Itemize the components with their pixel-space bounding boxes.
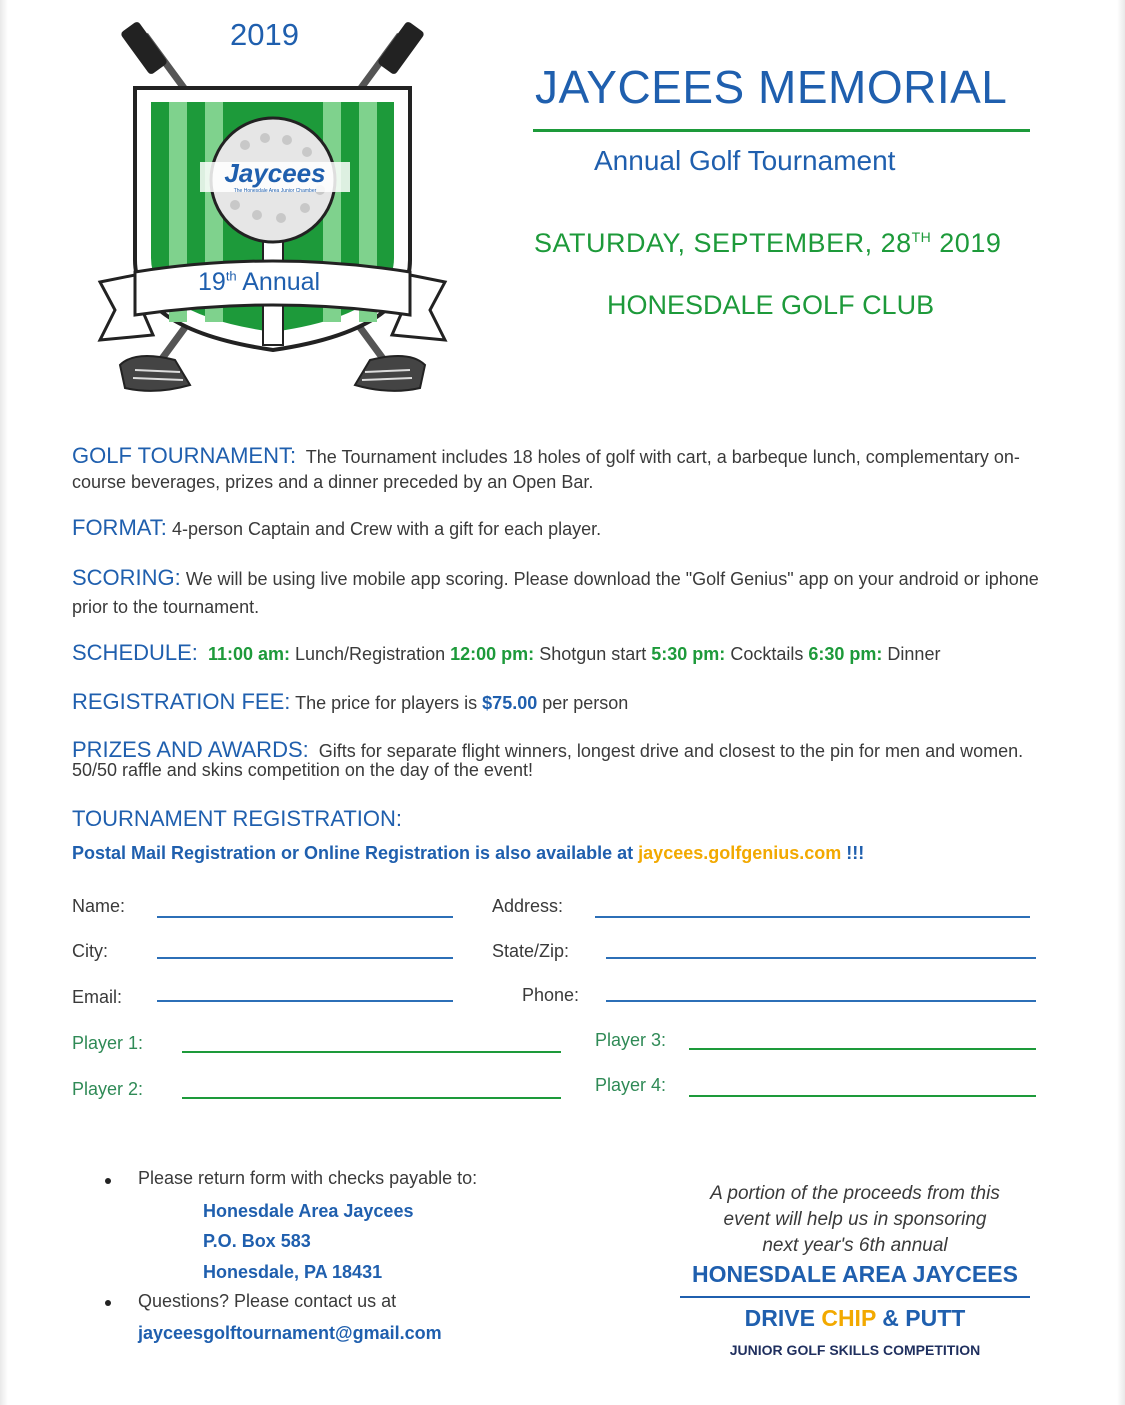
schedule-event-1: Lunch/Registration <box>295 644 446 664</box>
golf-tournament-section <box>72 443 1052 495</box>
registration-info-post: !!! <box>846 843 865 863</box>
promo-org-name: HONESDALE AREA JAYCEES <box>692 1261 1018 1287</box>
page-edge-right <box>1117 0 1125 1405</box>
name-label: Name: <box>72 896 126 916</box>
address-label: Address: <box>492 896 564 916</box>
event-venue: HONESDALE GOLF CLUB <box>607 290 935 320</box>
prizes-text: Gifts for separate flight winners, longest drive and closest to the pin for men and women. 50/50 raffle and skins competition on the day of the event! <box>72 741 1024 780</box>
schedule-time-4: 6:30 pm: <box>808 644 883 664</box>
scoring-label: SCORING: <box>72 565 181 590</box>
bullet-dot-2 <box>105 1300 111 1306</box>
promo-line-2: event will help us in sponsoring <box>723 1209 987 1230</box>
scoring-text: We will be using live mobile app scoring. Please download the "Golf Genius" app on your android or iphone prior to the tournament. <box>72 569 1039 617</box>
promo-line-1: A portion of the proceeds from this <box>710 1183 1000 1204</box>
mail-address-line-3: Honesdale, PA 18431 <box>203 1262 383 1282</box>
fee-section <box>72 689 1052 716</box>
statezip-field[interactable] <box>606 957 1036 959</box>
return-instruction: Please return form with checks payable to: <box>138 1168 478 1188</box>
phone-label: Phone: <box>522 985 580 1005</box>
bullet-dot-1 <box>105 1178 111 1184</box>
amp-symbol: & <box>882 1305 899 1331</box>
registration-info-text: Postal Mail Registration or Online Registration is also available at <box>72 843 634 863</box>
drive-word: DRIVE <box>744 1305 815 1331</box>
schedule-event-2: Shotgun start <box>539 644 647 664</box>
golf-tournament-label: GOLF TOURNAMENT: <box>72 443 297 468</box>
event-date <box>534 228 1001 259</box>
fee-amount: $75.00 <box>482 693 538 713</box>
schedule-time-2: 12:00 pm: <box>450 644 535 664</box>
tournament-logo <box>95 10 450 405</box>
schedule-event-4: Dinner <box>887 644 941 664</box>
page-edge-left <box>0 0 8 1405</box>
player2-label: Player 2: <box>72 1079 144 1099</box>
scoring-section <box>72 564 1052 621</box>
player2-field[interactable] <box>182 1097 561 1099</box>
name-field[interactable] <box>157 916 453 918</box>
logo-annual-suffix: th <box>225 268 237 284</box>
city-field[interactable] <box>157 957 453 959</box>
schedule-time-3: 5:30 pm: <box>651 644 726 664</box>
statezip-label: State/Zip: <box>492 941 570 961</box>
event-date-year: 2019 <box>931 228 1002 258</box>
questions-text: Questions? Please contact us at <box>138 1291 397 1311</box>
logo-brand: Jaycees <box>224 158 326 188</box>
player3-field[interactable] <box>689 1048 1036 1050</box>
schedule-time-1: 11:00 am: <box>207 644 290 664</box>
prizes-section <box>72 737 1052 780</box>
page-subtitle: Annual Golf Tournament <box>594 145 896 176</box>
schedule-event-3: Cocktails <box>730 644 804 664</box>
golf-tournament-text: The Tournament includes 18 holes of golf with cart, a barbeque lunch, complementary on-course beverages, prizes and a dinner preceded by an Open Bar. <box>72 447 1020 492</box>
fee-label: REGISTRATION FEE: <box>72 689 291 714</box>
logo-brand-sub: The Honesdale Area Junior Chamber <box>233 188 317 194</box>
fee-post: per person <box>542 693 629 713</box>
city-label: City: <box>72 941 108 961</box>
logo-annual-word: Annual <box>242 268 321 296</box>
format-section <box>72 515 1052 542</box>
format-label: FORMAT: <box>72 515 167 540</box>
logo-annual-num: 19 <box>198 268 226 296</box>
title-divider <box>533 129 1030 132</box>
email-field[interactable] <box>157 1000 453 1002</box>
registration-url-link[interactable]: jaycees.golfgenius.com <box>638 843 842 863</box>
format-text: 4-person Captain and Crew with a gift for each player. <box>171 519 602 539</box>
logo-annual <box>198 268 320 297</box>
registration-heading: TOURNAMENT REGISTRATION: <box>72 806 403 831</box>
player1-field[interactable] <box>182 1051 561 1053</box>
player4-field[interactable] <box>689 1095 1036 1097</box>
address-field[interactable] <box>595 916 1030 918</box>
player4-label: Player 4: <box>595 1075 667 1095</box>
event-date-suffix: TH <box>911 229 932 245</box>
page-title: JAYCEES MEMORIAL <box>535 61 1008 113</box>
schedule-section <box>72 640 1052 667</box>
player1-label: Player 1: <box>72 1033 144 1053</box>
mail-address-line-2: P.O. Box 583 <box>203 1231 311 1251</box>
registration-info <box>72 843 864 864</box>
putt-word: PUTT <box>905 1305 966 1331</box>
phone-field[interactable] <box>606 1000 1036 1002</box>
email-label: Email: <box>72 987 123 1007</box>
drive-chip-putt-logo <box>680 1305 1030 1332</box>
contact-email-link[interactable]: jayceesgolftournament@gmail.com <box>138 1323 442 1343</box>
chip-word: CHIP <box>821 1305 876 1331</box>
prizes-label: PRIZES AND AWARDS: <box>72 737 309 762</box>
promo-line-3: next year's 6th annual <box>762 1235 948 1256</box>
player3-label: Player 3: <box>595 1030 667 1050</box>
promo-tagline: JUNIOR GOLF SKILLS COMPETITION <box>729 1342 981 1358</box>
logo-year: 2019 <box>230 17 299 52</box>
event-date-main: SATURDAY, SEPTEMBER, 28 <box>534 228 912 258</box>
mail-address-line-1: Honesdale Area Jaycees <box>203 1201 414 1221</box>
fee-pre: The price for players is <box>295 693 478 713</box>
promo-divider <box>680 1296 1030 1298</box>
schedule-label: SCHEDULE: <box>72 640 198 665</box>
